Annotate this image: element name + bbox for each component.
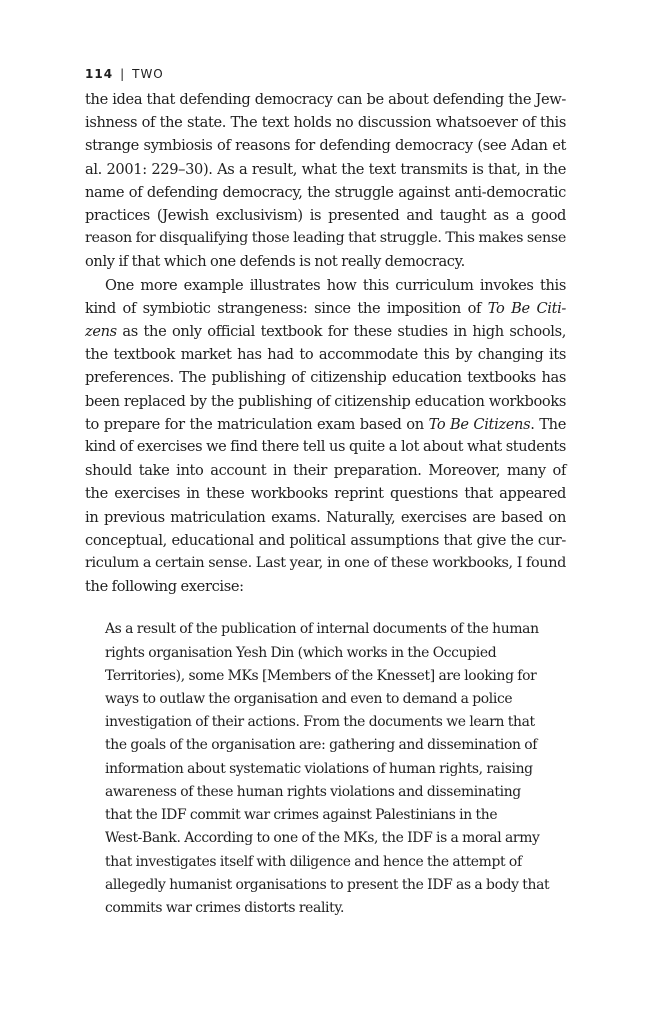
- quote-line: the goals of the organisation are: gathering and dissemination of: [105, 737, 538, 754]
- text-line: [85, 320, 566, 343]
- quote-line: awareness of these human rights violations and disseminating: [105, 783, 521, 800]
- text-line: ishness of the state. The text holds no discussion whatsoever of this: [85, 114, 566, 132]
- quote-line: West-Bank. According to one of the MKs, the IDF is a moral army: [105, 830, 540, 847]
- text-line: the textbook market has had to accommodate this by changing its: [85, 346, 566, 364]
- quote-line: that investigates itself with diligence and hence the attempt of: [105, 853, 522, 870]
- page-number: 114: [85, 67, 114, 81]
- text-line: riculum a certain sense. Last year, in one of these workbooks, I found: [85, 555, 566, 572]
- running-head-separator: |: [120, 67, 126, 81]
- quote-line: commits war crimes distorts reality.: [105, 899, 345, 916]
- quote-line: Territories), some MKs [Members of the Knesset] are looking for: [105, 667, 537, 684]
- text-line: practices (Jewish exclusivism) is presented and taught as a good: [85, 207, 566, 225]
- book-page: [85, 62, 566, 920]
- text-line: kind of exercises we find there tell us quite a lot about what students: [85, 439, 566, 456]
- text-run: to prepare for the matriculation exam based on: [85, 415, 429, 433]
- block-quote: [105, 618, 566, 920]
- book-title: zens: [85, 323, 117, 341]
- quote-line: ways to outlaw the organisation and even to demand a police: [105, 691, 513, 708]
- text-line: been replaced by the publishing of citizenship education workbooks: [85, 392, 566, 410]
- text-line: only if that which one defends is not really democracy.: [85, 253, 465, 271]
- quote-line: As a result of the publication of internal documents of the human: [105, 621, 539, 638]
- body-text: [85, 88, 566, 598]
- text-line: al. 2001: 229–30). As a result, what the text transmits is that, in the: [85, 160, 566, 178]
- text-line: reason for disqualifying those leading that struggle. This makes sense: [85, 230, 566, 247]
- running-head: [85, 62, 566, 86]
- text-line: should take into account in their preparation. Moreover, many of: [85, 462, 566, 480]
- paragraph-1: [85, 88, 566, 274]
- book-title: To Be Citizens: [428, 415, 531, 433]
- text-line: the idea that defending democracy can be about defending the Jew-: [85, 91, 566, 108]
- text-line: preferences. The publishing of citizenship education textbooks has: [85, 369, 566, 387]
- text-line: conceptual, educational and political assumptions that give the cur-: [85, 531, 566, 549]
- text-line: strange symbiosis of reasons for defending democracy (see Adan et: [85, 137, 566, 155]
- quote-line: allegedly humanist organisations to present the IDF as a body that: [105, 876, 550, 893]
- quote-line: that the IDF commit war crimes against Palestinians in the: [105, 807, 498, 824]
- text-line: the exercises in these workbooks reprint questions that appeared: [85, 485, 566, 503]
- book-title: To Be Citi-: [487, 299, 566, 317]
- chapter-label: TWO: [132, 67, 164, 81]
- text-line: the following exercise:: [85, 578, 244, 596]
- text-run: . The: [530, 415, 566, 433]
- text-run: as the only official textbook for these studies in high schools,: [116, 323, 566, 341]
- quote-line: investigation of their actions. From the documents we learn that: [105, 714, 535, 731]
- paragraph-2: [85, 274, 566, 599]
- text-run: kind of symbiotic strangeness: since the imposition of: [85, 299, 488, 317]
- text-line: [85, 413, 566, 436]
- text-line: name of defending democracy, the struggle against anti-democratic: [85, 183, 566, 201]
- text-line: One more example illustrates how this curriculum invokes this: [105, 276, 566, 294]
- quote-line: information about systematic violations of human rights, raising: [105, 760, 533, 777]
- text-line: [85, 297, 566, 320]
- quote-line: rights organisation Yesh Din (which works in the Occupied: [105, 644, 497, 661]
- text-line: in previous matriculation exams. Naturally, exercises are based on: [85, 508, 566, 526]
